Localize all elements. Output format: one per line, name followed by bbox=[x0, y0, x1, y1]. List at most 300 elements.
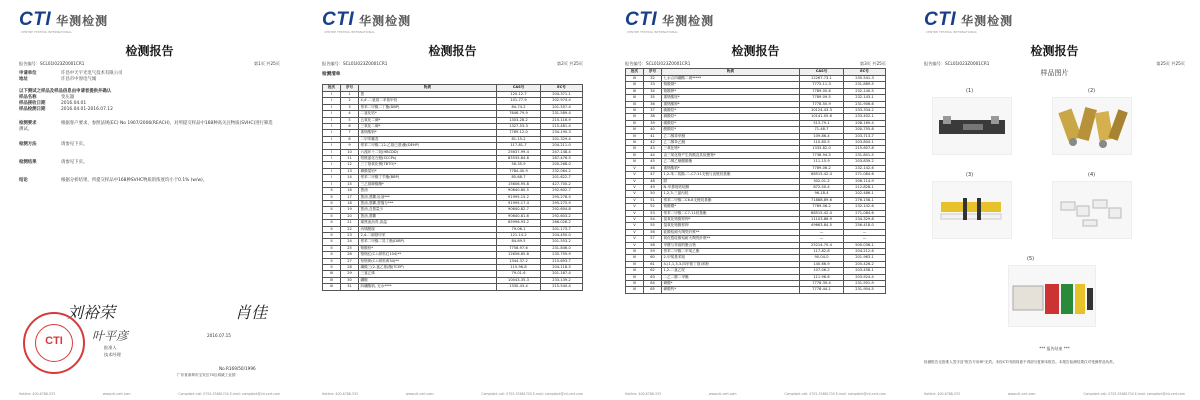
cell-ec: 232-064-2 bbox=[541, 168, 583, 174]
cell-ec: 203-839-2 bbox=[844, 159, 886, 165]
cell-cas: 10141-05-6 bbox=[800, 114, 844, 120]
cell-batch: II bbox=[323, 258, 341, 264]
cell-substance: 铬酸钾* bbox=[662, 88, 800, 94]
cell-no: 26 bbox=[341, 252, 359, 258]
cell-cas: 109-86-4 bbox=[800, 133, 844, 139]
cell-cas: 96-18-4 bbox=[800, 191, 844, 197]
logo-cn-text: 华测检测 bbox=[359, 13, 412, 28]
cell-ec: 287-476-5 bbox=[541, 156, 583, 162]
cell-substance: N-甲基吡咯烷酮 bbox=[662, 184, 800, 190]
cell-substance: 邻苯二甲酸二异丁酯(DIBP) bbox=[359, 239, 497, 245]
cell-cas: 90640-81-6 bbox=[497, 213, 541, 219]
logo-cti-text: CTI bbox=[322, 9, 355, 30]
cell-cas: 90640-80-5 bbox=[497, 188, 541, 194]
cell-ec: 208-169-4 bbox=[844, 120, 886, 126]
cell-batch: V bbox=[626, 191, 644, 197]
cell-substance: 蒽油,蒽糊,蒽馏分*** bbox=[359, 200, 497, 206]
cell-cas: — bbox=[800, 229, 844, 235]
cell-cas: 10124-43-3 bbox=[800, 108, 844, 114]
cell-cas: 25637-99-4 bbox=[497, 149, 541, 155]
field-conclusion: 结论 根据分析结果，所提交样品中168种SVHC物质的浓度均小于0.1% (w/w)。 bbox=[19, 178, 208, 183]
sample-photo-2 bbox=[1052, 97, 1132, 155]
field-receive-date: 样品接收日期 2016.04.01 bbox=[19, 101, 87, 106]
field-method: 检测方法 请参见下页。 bbox=[19, 142, 88, 147]
cell-cas: 7789-06-2 bbox=[800, 204, 844, 210]
col-no: 序号 bbox=[341, 85, 359, 92]
cell-ec: 231-889-5 bbox=[844, 82, 886, 88]
cell-no: 9 bbox=[341, 143, 359, 149]
logo-cti-text: CTI bbox=[924, 9, 957, 30]
cell-cas: 49663-84-5 bbox=[800, 223, 844, 229]
cell-batch: II bbox=[323, 232, 341, 238]
cell-no: 47 bbox=[644, 172, 662, 178]
field-sample-name: 样品名称 变压器 bbox=[19, 95, 75, 100]
cell-ec: 295-275-9 bbox=[541, 200, 583, 206]
transformer-bracket-image bbox=[933, 98, 1013, 156]
cell-ec: 200-755-8 bbox=[844, 127, 886, 133]
cell-batch: V bbox=[626, 210, 644, 216]
cell-batch: VI bbox=[626, 255, 644, 261]
official-stamp bbox=[23, 312, 85, 374]
logo-cn-text: 华测检测 bbox=[961, 13, 1014, 28]
cell-substance: 钼铬红(C.I.颜料红104)** bbox=[359, 252, 497, 258]
cell-no: 41 bbox=[644, 133, 662, 139]
logo-cn-text: 华测检测 bbox=[662, 13, 715, 28]
cell-cas: 1333-82-0 bbox=[800, 146, 844, 152]
table-row bbox=[323, 284, 583, 290]
logo-subtitle: CENTRE TESTING INTERNATIONAL bbox=[324, 30, 375, 34]
cell-ec: 212-828-1 bbox=[844, 184, 886, 190]
cell-no: 57 bbox=[644, 236, 662, 242]
photo-label-2: (2) bbox=[1088, 88, 1096, 94]
cell-cas: 84-69-5 bbox=[497, 239, 541, 245]
cell-ec: 232-142-6 bbox=[844, 165, 886, 171]
cell-batch: V bbox=[626, 172, 644, 178]
cell-batch: II bbox=[323, 220, 341, 226]
cell-cas: 10043-35-3 bbox=[497, 277, 541, 283]
photo-label-4: (4) bbox=[1088, 172, 1096, 178]
cell-substance: 四硼酸钠, 无水**** bbox=[359, 284, 497, 290]
col-ec: EC号 bbox=[541, 85, 583, 92]
brass-terminals-image bbox=[1053, 98, 1133, 156]
cell-cas: 1344-37-2 bbox=[497, 258, 541, 264]
cell-batch: IV bbox=[626, 108, 644, 114]
logo-cn-text: 华测检测 bbox=[56, 13, 109, 28]
cell-batch: I bbox=[323, 98, 341, 104]
cell-batch: I bbox=[323, 149, 341, 155]
cell-substance: 蒽油,蒽糊,轻油*** bbox=[359, 194, 497, 200]
cell-batch: V bbox=[626, 204, 644, 210]
cell-no: 58 bbox=[644, 242, 662, 248]
cell-no: 64 bbox=[644, 281, 662, 287]
approver-signature: 叶平彦 bbox=[92, 329, 129, 343]
photo-label-3: (3) bbox=[966, 172, 974, 178]
cell-substance: 二乙二醇二甲醚 bbox=[662, 274, 800, 280]
cell-substance: 三氯乙烯 bbox=[359, 271, 497, 277]
cell-cas: 117-82-8 bbox=[800, 248, 844, 254]
cell-ec: 231-906-6 bbox=[844, 101, 886, 107]
cell-cas: 117-81-7 bbox=[497, 143, 541, 149]
cell-cas: 1327-53-3 bbox=[497, 124, 541, 130]
cell-substance: 邻苯二甲酸二C6-8支链烷基酯 bbox=[662, 197, 800, 203]
cell-ec: 271-084-6 bbox=[844, 172, 886, 178]
page-footer: Hotline: 400-6788-333 www.cti-cert.com Complaint call: 0755-33681700 E-mail: complaint@cti-cert.com bbox=[924, 392, 1185, 396]
cell-cas: 68515-42-4 bbox=[800, 172, 844, 178]
cell-cas: 7789-12-0 bbox=[497, 130, 541, 136]
cell-no: 18 bbox=[341, 200, 359, 206]
cell-substance: 邻苯二甲酸二C7-11烷基酯 bbox=[662, 210, 800, 216]
cell-substance: 2-甲氧基苯胺 bbox=[662, 255, 800, 261]
cell-substance: 硅酸铝耐火陶瓷纤维** bbox=[662, 229, 800, 235]
cell-substance: 铬酸钠* bbox=[662, 82, 800, 88]
col-no: 序号 bbox=[644, 69, 662, 76]
cell-batch: I bbox=[323, 168, 341, 174]
cell-batch: VI bbox=[626, 261, 644, 267]
cell-cas: 302-01-2 bbox=[800, 178, 844, 184]
cell-no: 40 bbox=[644, 127, 662, 133]
page-number: 第25页 共25页 bbox=[1156, 61, 1185, 66]
cell-cas: 90-04-0 bbox=[800, 255, 844, 261]
cell-no: 14 bbox=[341, 175, 359, 181]
cell-substance: 三乙基砷酸酯* bbox=[359, 181, 497, 187]
cell-batch: I bbox=[323, 92, 341, 98]
svhc-table bbox=[322, 84, 583, 291]
cell-batch: IV bbox=[626, 127, 644, 133]
cell-cas: 15606-95-8 bbox=[497, 181, 541, 187]
cell-cas: 7789-09-5 bbox=[800, 95, 844, 101]
cell-ec: 292-603-2 bbox=[541, 213, 583, 219]
section-heading: 检测清单 bbox=[322, 72, 341, 77]
cell-substance: 二甲苯麝香 bbox=[359, 136, 497, 142]
cell-no: 39 bbox=[644, 120, 662, 126]
cell-cas: 7775-11-3 bbox=[800, 82, 844, 88]
cell-substance: 乙二醇单甲醚 bbox=[662, 133, 800, 139]
cell-batch: II bbox=[323, 194, 341, 200]
cell-no: 50 bbox=[644, 191, 662, 197]
cell-batch: IV bbox=[626, 146, 644, 152]
cell-batch: V bbox=[626, 165, 644, 171]
cell-no: 63 bbox=[644, 274, 662, 280]
report-page-1 bbox=[7, 0, 292, 400]
cell-batch: I bbox=[323, 130, 341, 136]
cell-batch: I bbox=[323, 136, 341, 142]
svhc-table bbox=[625, 68, 886, 294]
page-footer: Hotline: 400-6788-333 www.cti-cert.com Complaint call: 0755-33681700 E-mail: complaint@cti-cert.com bbox=[19, 392, 280, 396]
logo-cti-text: CTI bbox=[19, 9, 52, 30]
sample-photo-3 bbox=[932, 181, 1012, 239]
cell-substance: 六溴环十二烷(HBCDD) bbox=[359, 149, 497, 155]
cell-no: 30 bbox=[341, 277, 359, 283]
cell-ec: 247-148-4 bbox=[541, 149, 583, 155]
cell-no: 32 bbox=[644, 76, 662, 82]
cell-batch: II bbox=[323, 226, 341, 232]
cell-no: 61 bbox=[644, 261, 662, 267]
cell-ec: 215-540-4 bbox=[541, 284, 583, 290]
cell-batch: IV bbox=[626, 152, 644, 158]
cell-substance: 重铬酸铵* bbox=[662, 95, 800, 101]
col-substance: 物质 bbox=[359, 85, 497, 92]
cell-cas: 140-66-9 bbox=[800, 261, 844, 267]
cell-substance: 碳酸钴* bbox=[662, 120, 800, 126]
cell-no: 4 bbox=[341, 111, 359, 117]
cell-substance: 醋酸钴* bbox=[662, 127, 800, 133]
col-cas: CAS号 bbox=[497, 85, 541, 92]
cell-batch: I bbox=[323, 175, 341, 181]
cell-batch: V bbox=[626, 229, 644, 235]
cell-substance: 4,4'-二氨基二苯基甲烷 bbox=[359, 98, 497, 104]
cell-batch: II bbox=[323, 239, 341, 245]
cell-batch: V bbox=[626, 184, 644, 190]
table-row bbox=[626, 287, 886, 293]
cell-batch: I bbox=[323, 181, 341, 187]
cell-no: 15 bbox=[341, 181, 359, 187]
field-test-date: 样品检测日期 2016.04.01-2016.07.12 bbox=[19, 107, 113, 112]
cell-substance: 2,4-二硝基甲苯 bbox=[359, 232, 497, 238]
cell-batch: III bbox=[323, 277, 341, 283]
cell-cas: 7784-40-9 bbox=[497, 168, 541, 174]
cell-substance: 重铬酸钠* bbox=[662, 165, 800, 171]
cell-batch: III bbox=[626, 88, 644, 94]
cell-batch: III bbox=[323, 271, 341, 277]
cell-batch: III bbox=[626, 76, 644, 82]
cell-substance: 二氯化钴* bbox=[359, 111, 497, 117]
col-ec: EC号 bbox=[844, 69, 886, 76]
col-substance: 物质 bbox=[662, 69, 800, 76]
cell-cas: 7738-94-5 bbox=[800, 152, 844, 158]
cell-substance: 氧化锆硅酸铝耐火陶瓷纤维** bbox=[662, 236, 800, 242]
cell-substance: 磷酸三(2-氯乙基)酯(TCEP) bbox=[359, 264, 497, 270]
cell-substance: 七水合四硼酸二钠***** bbox=[662, 76, 800, 82]
cell-substance: 短链氯化石蜡(SCCPs) bbox=[359, 156, 497, 162]
cell-no: 10 bbox=[341, 149, 359, 155]
cell-substance: 铬酸锶* bbox=[662, 204, 800, 210]
cell-no: 11 bbox=[341, 156, 359, 162]
cell-substance: 4-(1,1,3,3-四甲基丁基)苯酚 bbox=[662, 261, 800, 267]
cell-cas: 91995-17-4 bbox=[497, 200, 541, 206]
cell-substance: 砷酸* bbox=[662, 281, 800, 287]
cell-no: 35 bbox=[644, 95, 662, 101]
cell-no: 22 bbox=[341, 226, 359, 232]
cell-cas: 107-06-2 bbox=[800, 268, 844, 274]
cell-substance: 蒽油,蒽糊 bbox=[359, 213, 497, 219]
cell-no: 36 bbox=[644, 101, 662, 107]
cell-batch: I bbox=[323, 117, 341, 123]
cell-substance: 重铬酸钾* bbox=[662, 101, 800, 107]
cell-cas: 513-79-1 bbox=[800, 120, 844, 126]
report-meta bbox=[924, 61, 1185, 67]
cell-batch: I bbox=[323, 156, 341, 162]
approve-date: 2016.07.15 bbox=[207, 333, 231, 338]
cell-substance: 五氧化二砷* bbox=[359, 117, 497, 123]
cell-ec: 200-268-0 bbox=[541, 162, 583, 168]
field-result: 检测结果 请参见下页。 bbox=[19, 160, 88, 165]
cell-cas: 110-80-5 bbox=[800, 140, 844, 146]
cell-no: 48 bbox=[644, 178, 662, 184]
report-meta bbox=[19, 61, 280, 67]
cell-batch: I bbox=[323, 143, 341, 149]
cell-no: 55 bbox=[644, 223, 662, 229]
cell-no: 59 bbox=[644, 248, 662, 254]
page-footer: Hotline: 400-6788-333 www.cti-cert.com Complaint call: 0755-33681700 E-mail: complaint@cti-cert.com bbox=[625, 392, 886, 396]
cell-ec: 205-426-2 bbox=[844, 261, 886, 267]
cell-ec: 234-329-8 bbox=[844, 216, 886, 222]
cell-substance: 三氧化二砷* bbox=[359, 124, 497, 130]
cell-ec: 235-759-9 bbox=[541, 252, 583, 258]
cell-batch: III bbox=[626, 95, 644, 101]
cell-batch: V bbox=[626, 223, 644, 229]
cell-ec: 234-190-3 bbox=[541, 130, 583, 136]
report-number: 报告编号：SCL01I023Z0001CR1 bbox=[625, 61, 691, 66]
cell-cas: 71-48-7 bbox=[800, 127, 844, 133]
cell-substance: 硫酸钴* bbox=[662, 108, 800, 114]
cell-ec: 292-604-8 bbox=[541, 207, 583, 213]
cell-cas: 7789-00-6 bbox=[800, 88, 844, 94]
cell-substance: 蒽油 bbox=[359, 188, 497, 194]
cell-ec: 201-963-1 bbox=[844, 255, 886, 261]
cell-ec: 203-804-1 bbox=[844, 140, 886, 146]
cell-no: 7 bbox=[341, 130, 359, 136]
cell-no: 1 bbox=[341, 92, 359, 98]
cell-no: 31 bbox=[341, 284, 359, 290]
cell-ec: 201-557-4 bbox=[541, 104, 583, 110]
cell-cas: 79-06-1 bbox=[497, 226, 541, 232]
cell-batch: VI bbox=[626, 274, 644, 280]
stamp-text: CTI bbox=[45, 335, 63, 347]
cell-ec: 204-212-6 bbox=[844, 248, 886, 254]
cell-batch: III bbox=[626, 82, 644, 88]
report-page-2 bbox=[310, 0, 595, 400]
wire-insulation-image bbox=[933, 182, 1013, 240]
cell-substance: 蒽 bbox=[359, 92, 497, 98]
cti-logo bbox=[924, 9, 1013, 31]
cell-no: 12 bbox=[341, 162, 359, 168]
cell-ec: 201-167-4 bbox=[541, 271, 583, 277]
cell-no: 56 bbox=[644, 229, 662, 235]
cell-ec: 232-142-6 bbox=[844, 204, 886, 210]
cell-batch: V bbox=[626, 242, 644, 248]
cell-cas: 25214-70-4 bbox=[800, 242, 844, 248]
cell-ec: 235-541-3 bbox=[844, 76, 886, 82]
cell-batch: IV bbox=[626, 133, 644, 139]
cell-ec: 215-116-9 bbox=[541, 117, 583, 123]
cell-no: 19 bbox=[341, 207, 359, 213]
logo-cti-text: CTI bbox=[625, 9, 658, 30]
photo-section-title: 样品图片 bbox=[1040, 69, 1069, 77]
report-number: 报告编号：SCL01I023Z0001CR1 bbox=[19, 61, 85, 66]
cell-substance: 由三氧化铬产生的酸及其低聚物* bbox=[662, 152, 800, 158]
cell-batch: II bbox=[323, 200, 341, 206]
cell-ec: 201-173-7 bbox=[541, 226, 583, 232]
cell-no: 2 bbox=[341, 98, 359, 104]
cell-ec: 231-846-0 bbox=[541, 245, 583, 251]
cell-batch: III bbox=[323, 284, 341, 290]
cell-ec: 215-607-8 bbox=[844, 146, 886, 152]
cti-logo bbox=[19, 9, 108, 31]
report-end-note: *** 报告结束 *** bbox=[1039, 346, 1070, 351]
page-title: 检测报告 bbox=[125, 44, 174, 58]
cell-no: 8 bbox=[341, 136, 359, 142]
cell-ec: 233-402-1 bbox=[844, 114, 886, 120]
cell-cas: 68515-42-4 bbox=[800, 210, 844, 216]
cell-ec: 204-450-0 bbox=[541, 232, 583, 238]
signature-row bbox=[67, 300, 267, 323]
cell-substance: 邻苯二甲酸丁苄酯(BBP) bbox=[359, 175, 497, 181]
cell-batch: I bbox=[323, 124, 341, 130]
cell-batch: VI bbox=[626, 281, 644, 287]
cell-no: 54 bbox=[644, 216, 662, 222]
cell-ec: 202-974-4 bbox=[541, 98, 583, 104]
cell-substance: 硝酸钴* bbox=[662, 114, 800, 120]
cell-ec: 427-700-2 bbox=[541, 181, 583, 187]
cell-ec: 233-334-2 bbox=[844, 108, 886, 114]
cell-no: 51 bbox=[644, 197, 662, 203]
cell-ec: — bbox=[844, 236, 886, 242]
cell-cas: 872-50-4 bbox=[800, 184, 844, 190]
cell-ec: 201-622-7 bbox=[541, 175, 583, 181]
cell-batch: V bbox=[626, 178, 644, 184]
cell-cas: 85-68-7 bbox=[497, 175, 541, 181]
cell-ec: 231-904-5 bbox=[844, 287, 886, 293]
cell-cas: 90640-82-7 bbox=[497, 207, 541, 213]
cell-substance: 硼酸 bbox=[359, 277, 497, 283]
cell-cas: 7778-50-9 bbox=[800, 101, 844, 107]
page-number: 第3页 共25页 bbox=[859, 61, 886, 66]
cell-no: 3 bbox=[341, 104, 359, 110]
cell-substance: 砷酸钙* bbox=[662, 287, 800, 293]
cell-ec: 204-118-5 bbox=[541, 264, 583, 270]
cell-no: 42 bbox=[644, 140, 662, 146]
logo-subtitle: CENTRE TESTING INTERNATIONAL bbox=[21, 30, 72, 34]
cell-ec: 295-278-5 bbox=[541, 194, 583, 200]
field-address: 地址 许昌市中原电气城 bbox=[19, 77, 97, 82]
cell-cas: 12656-85-8 bbox=[497, 252, 541, 258]
report-meta bbox=[322, 61, 583, 67]
cell-cas: 71888-89-6 bbox=[800, 197, 844, 203]
cell-substance: 肼 bbox=[662, 178, 800, 184]
cell-cas: 115-96-8 bbox=[497, 264, 541, 270]
cell-no: 13 bbox=[341, 168, 359, 174]
cell-batch: II bbox=[323, 245, 341, 251]
cell-substance: 1,2,3-三氯丙烷 bbox=[662, 191, 800, 197]
cell-no: 37 bbox=[644, 108, 662, 114]
cell-batch: III bbox=[626, 101, 644, 107]
lab-address: 广东省深圳市宝安区70区鸿威工业园 bbox=[177, 373, 236, 377]
cell-no: 34 bbox=[644, 88, 662, 94]
cell-substance: 氢氧化铬酸锌钾 bbox=[662, 223, 800, 229]
cell-no: 20 bbox=[341, 213, 359, 219]
logo-subtitle: CENTRE TESTING INTERNATIONAL bbox=[627, 30, 678, 34]
col-cas: CAS号 bbox=[800, 69, 844, 76]
cell-no: 44 bbox=[644, 152, 662, 158]
photo-label-5: (5) bbox=[1027, 256, 1035, 262]
cell-batch: IV bbox=[626, 114, 644, 120]
field-sample-note: 以下测试之样品及样品信息由申请者提供并确认 bbox=[19, 89, 112, 94]
cell-ec: — bbox=[844, 229, 886, 235]
cell-no: 33 bbox=[644, 82, 662, 88]
cell-batch: IV bbox=[626, 140, 644, 146]
cell-ec: 201-329-4 bbox=[541, 136, 583, 142]
cell-cas: 7758-97-6 bbox=[497, 245, 541, 251]
page-footer: Hotline: 400-6788-333 www.cti-cert.com Complaint call: 0755-33681700 E-mail: complaint@cti-cert.com bbox=[322, 392, 583, 396]
cell-cas: 79-01-6 bbox=[497, 271, 541, 277]
cell-batch: VI bbox=[626, 248, 644, 254]
cell-no: 29 bbox=[341, 271, 359, 277]
cell-batch: I bbox=[323, 111, 341, 117]
field-requirement: 检测要求 根据客户要求，参照法规(EC) No 1907/2006(REACH)，对所提交样品中168种高关注物质(SVHC)进行筛选测试。 bbox=[19, 121, 273, 132]
cell-cas: 65996-93-2 bbox=[497, 220, 541, 226]
page-number: 第2页 共25页 bbox=[556, 61, 583, 66]
cell-batch: V bbox=[626, 236, 644, 242]
